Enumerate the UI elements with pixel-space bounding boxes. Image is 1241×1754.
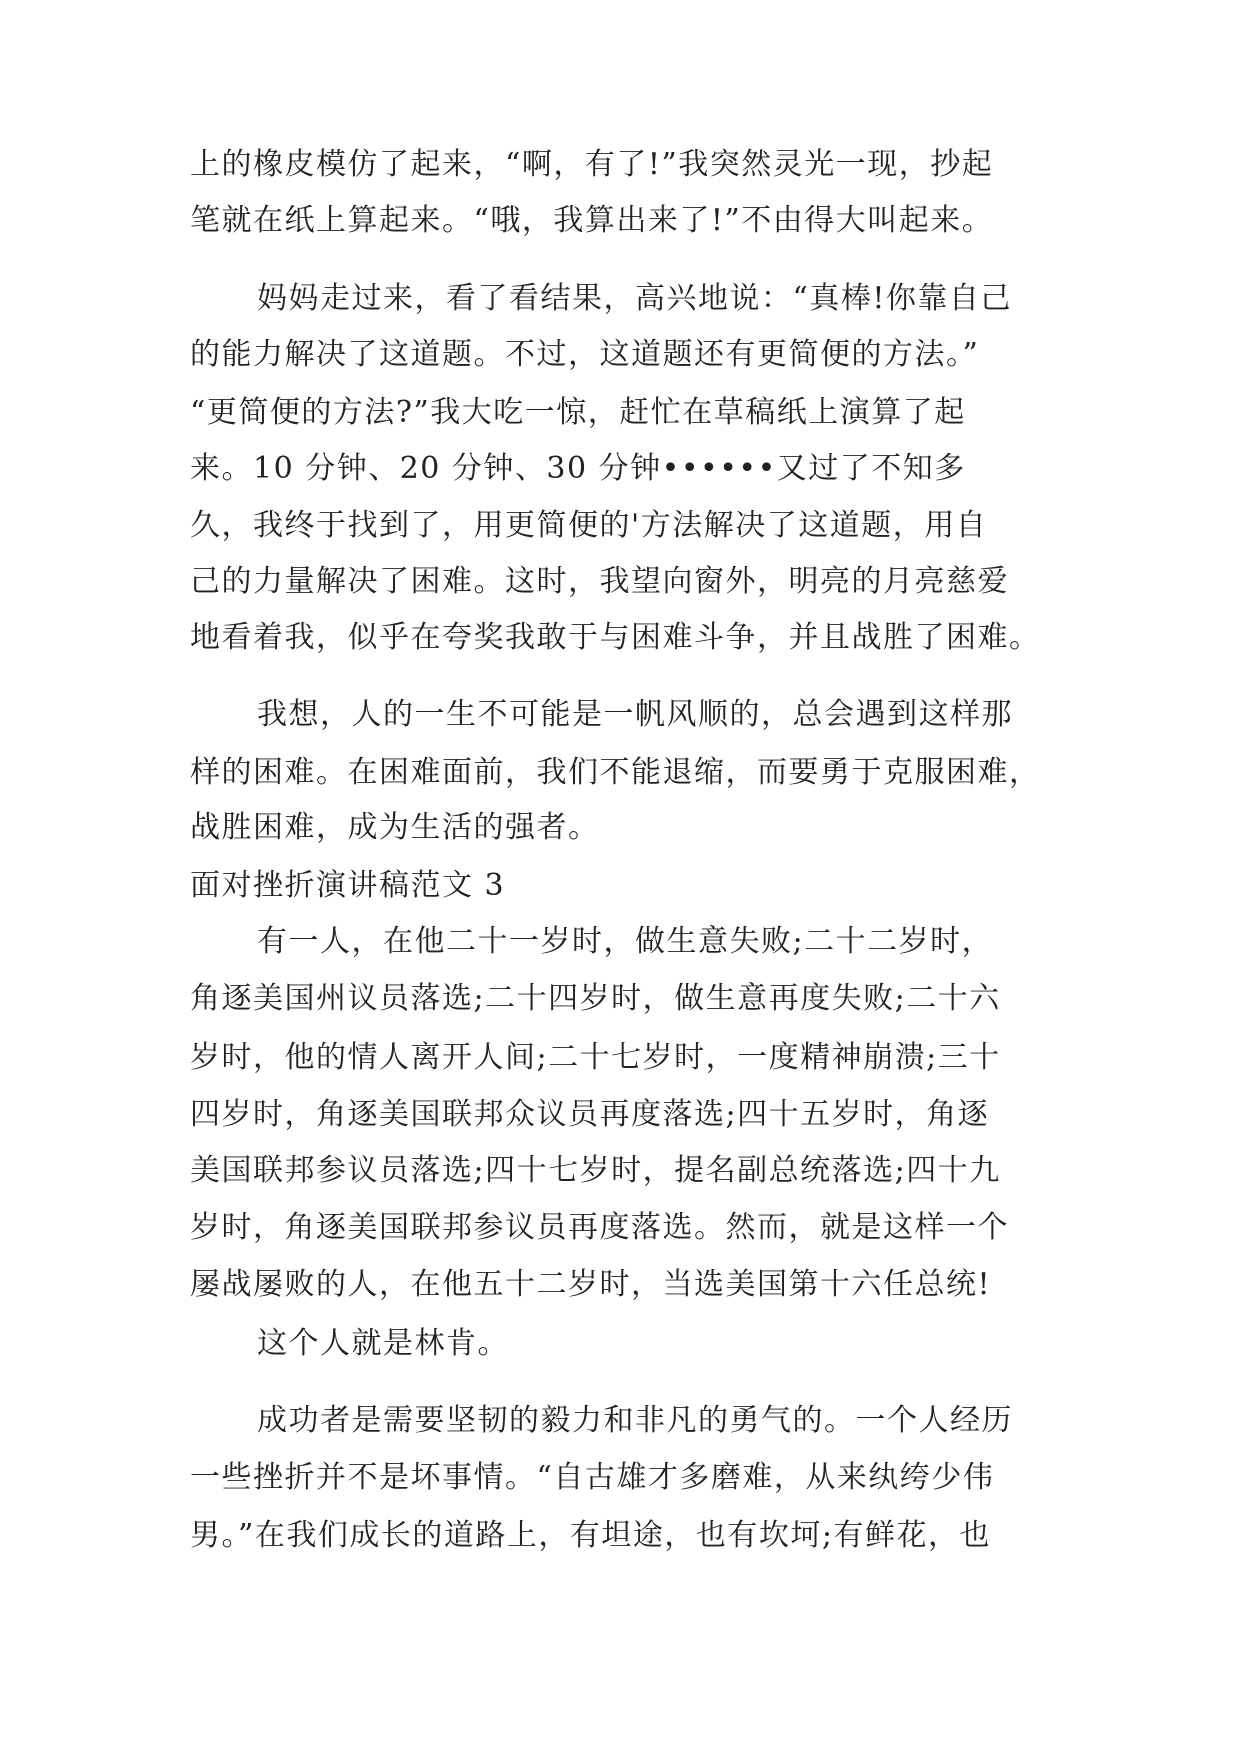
text-line: 笔就在纸上算起来。“哦，我算出来了!”不由得大叫起来。 [190,203,994,238]
text-line: 这个人就是林肯。 [257,1326,509,1361]
text-line: 岁时，角逐美国联邦参议员再度落选。然而，就是这样一个 [190,1210,1009,1245]
section-heading: 面对挫折演讲稿范文 3 [190,868,506,903]
text-line: 上的橡皮模仿了起来，“啊，有了!”我突然灵光一现，抄起 [190,147,994,182]
text-line: 一些挫折并不是坏事情。“自古雄才多磨难，从来纨绔少伟 [190,1460,995,1495]
text-line: 屡战屡败的人，在他五十二岁时，当选美国第十六任总统! [190,1267,992,1302]
text-line: 己的力量解决了困难。这时，我望向窗外，明亮的月亮慈爱 [190,564,1009,599]
text-line: 的能力解决了这道题。不过，这道题还有更简便的方法。” [190,337,980,372]
text-line: 有一人，在他二十一岁时，做生意失败;二十二岁时， [257,924,994,959]
text-line: 角逐美国州议员落选;二十四岁时，做生意再度失败;二十六 [190,981,1001,1016]
text-line: 成功者是需要坚韧的毅力和非凡的勇气的。一个人经历 [257,1403,1013,1438]
text-line: 战胜困难，成为生活的强者。 [190,810,600,845]
text-line: 来。10 分钟、20 分钟、30 分钟••••••又过了不知多 [190,451,966,486]
text-line: “更简便的方法?”我大吃一惊，赶忙在草稿纸上演算了起 [190,395,966,430]
text-line: 四岁时，角逐美国联邦众议员再度落选;四十五岁时，角逐 [190,1097,990,1132]
text-line: 地看着我，似乎在夸奖我敢于与困难斗争，并且战胜了困难。 [190,620,1041,655]
text-line: 岁时，他的情人离开人间;二十七岁时，一度精神崩溃;三十 [190,1040,1001,1075]
text-line: 久，我终于找到了，用更简便的'方法解决了这道题，用自 [190,508,988,543]
text-line: 妈妈走过来，看了看结果，高兴地说：“真棒!你靠自己 [257,281,1012,316]
text-line: 男。”在我们成长的道路上，有坦途，也有坎坷;有鲜花，也 [190,1518,991,1553]
text-line: 我想，人的一生不可能是一帆风顺的，总会遇到这样那 [257,697,1013,732]
text-line: 美国联邦参议员落选;四十七岁时，提名副总统落选;四十九 [190,1153,1001,1188]
text-line: 样的困难。在困难面前，我们不能退缩，而要勇于克服困难， [190,755,1041,790]
